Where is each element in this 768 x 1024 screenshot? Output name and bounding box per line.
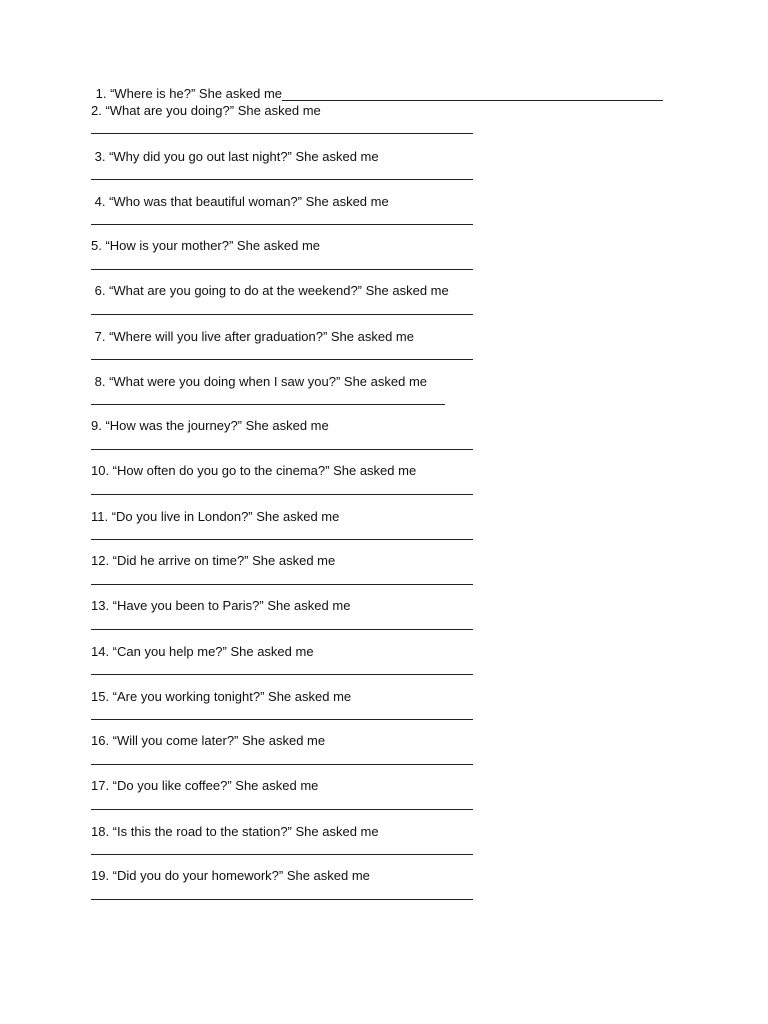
question-10: 10. “How often do you go to the cinema?” She asked me bbox=[91, 463, 417, 478]
question-5: 5. “How is your mother?” She asked me bbox=[91, 238, 321, 253]
answer-line-18[interactable] bbox=[91, 854, 473, 855]
answer-line-17[interactable] bbox=[91, 809, 473, 810]
question-6: 6. “What are you going to do at the weekend?” She asked me bbox=[91, 283, 449, 298]
answer-line-9[interactable] bbox=[91, 449, 473, 450]
answer-line-5[interactable] bbox=[91, 269, 473, 270]
answer-line-16[interactable] bbox=[91, 764, 473, 765]
question-17: 17. “Do you like coffee?” She asked me bbox=[91, 778, 319, 793]
question-3: 3. “Why did you go out last night?” She asked me bbox=[91, 149, 379, 164]
answer-line-8[interactable] bbox=[91, 404, 445, 405]
question-15: 15. “Are you working tonight?” She asked me bbox=[91, 689, 352, 704]
question-12: 12. “Did he arrive on time?” She asked me bbox=[91, 553, 336, 568]
question-1: 1. “Where is he?” She asked me bbox=[92, 86, 283, 101]
question-11: 11. “Do you live in London?” She asked me bbox=[91, 509, 340, 524]
question-16: 16. “Will you come later?” She asked me bbox=[91, 733, 326, 748]
answer-line-19[interactable] bbox=[91, 899, 473, 900]
answer-line-15[interactable] bbox=[91, 719, 473, 720]
question-14: 14. “Can you help me?” She asked me bbox=[91, 644, 314, 659]
question-9: 9. “How was the journey?” She asked me bbox=[91, 418, 329, 433]
answer-line-6[interactable] bbox=[91, 314, 473, 315]
answer-line-7[interactable] bbox=[91, 359, 473, 360]
question-2: 2. “What are you doing?” She asked me bbox=[91, 103, 321, 118]
answer-line-3[interactable] bbox=[91, 179, 473, 180]
question-18: 18. “Is this the road to the station?” She asked me bbox=[91, 824, 379, 839]
question-7: 7. “Where will you live after graduation?” She asked me bbox=[91, 329, 414, 344]
answer-line-13[interactable] bbox=[91, 629, 473, 630]
answer-line-1[interactable] bbox=[282, 100, 663, 101]
question-4: 4. “Who was that beautiful woman?” She asked me bbox=[91, 194, 389, 209]
question-19: 19. “Did you do your homework?” She asked me bbox=[91, 868, 370, 883]
answer-line-10[interactable] bbox=[91, 494, 473, 495]
answer-line-4[interactable] bbox=[91, 224, 473, 225]
answer-line-12[interactable] bbox=[91, 584, 473, 585]
answer-line-14[interactable] bbox=[91, 674, 473, 675]
question-13: 13. “Have you been to Paris?” She asked me bbox=[91, 598, 351, 613]
answer-line-11[interactable] bbox=[91, 539, 473, 540]
question-8: 8. “What were you doing when I saw you?” She asked me bbox=[91, 374, 428, 389]
answer-line-2[interactable] bbox=[91, 133, 473, 134]
